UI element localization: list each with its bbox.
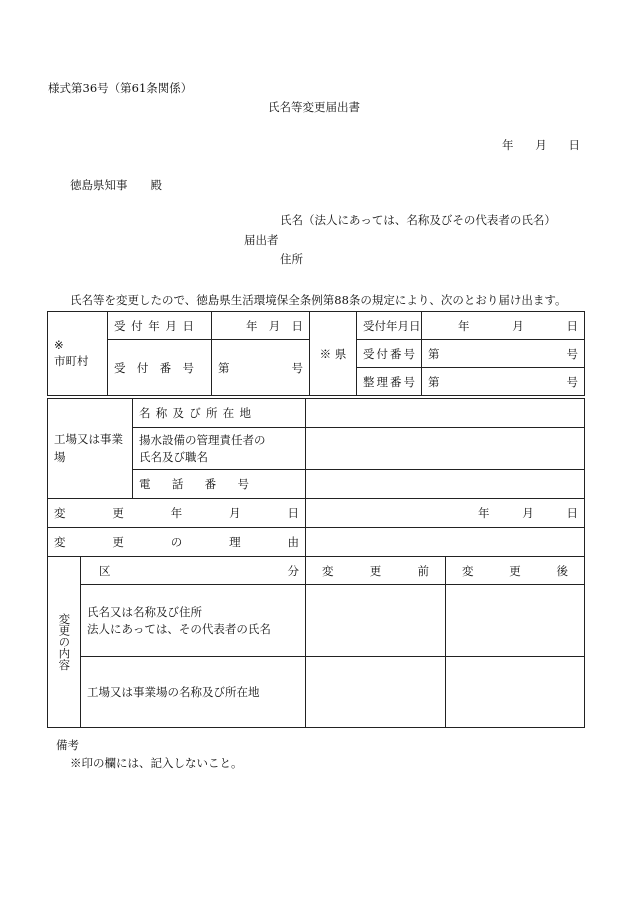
factory-name-address-value <box>306 399 585 428</box>
factory-manager-text: 揚水設備の管理責任者の氏名及び職名 <box>139 432 266 464</box>
change-content-header-after-text: 変 更 後 <box>462 563 568 578</box>
pref-control-suffix: 号 <box>566 374 578 389</box>
city-date-day: 日 <box>291 318 303 333</box>
pref-received-date-label <box>357 312 422 340</box>
date-line <box>502 137 580 153</box>
city-received-no-text: 受 付 番 号 <box>114 360 194 375</box>
addressee: 徳島県知事 殿 <box>70 178 162 192</box>
pref-label: ※ 県 <box>319 346 347 361</box>
factory-phone-value <box>306 470 585 499</box>
pref-received-date-value <box>422 312 585 340</box>
date-month: 月 <box>535 138 547 152</box>
applicant-role-label: 届出者 <box>244 233 279 247</box>
pref-received-no-value <box>422 340 585 368</box>
pref-date-month: 月 <box>512 318 524 333</box>
city-no-suffix: 号 <box>291 360 303 375</box>
city-received-no-label <box>108 340 212 396</box>
change-row-name-after <box>446 585 585 657</box>
statement: 氏名等を変更したので、徳島県生活環境保全条例第88条の規定により、次のとおり届け出ます。 <box>70 293 567 307</box>
change-reason-label-cell <box>48 528 306 557</box>
city-no-prefix: 第 <box>218 360 230 375</box>
city-received-date-label <box>108 312 212 340</box>
applicant-name-label: 氏名（法人にあっては、名称及びその代表者の氏名） <box>280 213 556 227</box>
applicant-address-label: 住所 <box>280 252 303 266</box>
change-reason-value <box>306 528 585 557</box>
factory-phone-text: 電 話 番 号 <box>139 477 249 491</box>
factory-phone-label <box>133 470 306 499</box>
change-row-name-line1: 氏名又は名称及び住所 <box>87 604 202 619</box>
change-content-header-category <box>81 557 306 585</box>
change-row-name-line2: 法人にあっては、その代表者の氏名 <box>87 621 271 636</box>
change-date-label-cell <box>48 499 306 528</box>
city-received-date-text: 受 付 年 月 日 <box>114 318 194 333</box>
factory-manager-label <box>133 428 306 470</box>
city-date-year: 年 <box>246 318 258 333</box>
pref-cell <box>310 312 357 396</box>
city-date-month: 月 <box>268 318 281 333</box>
pref-received-no-text: 受 付 番 号 <box>363 346 415 361</box>
pref-no-suffix: 号 <box>566 346 578 361</box>
change-content-header-category-text: 区 分 <box>99 563 299 578</box>
pref-received-date-text: 受 付 年 月 日 <box>363 318 421 333</box>
pref-control-no-value <box>422 368 585 396</box>
change-content-header-after <box>446 557 585 585</box>
change-date-label: 変 更 年 月 日 <box>54 506 299 520</box>
factory-name-address-label <box>133 399 306 428</box>
change-date-day: 日 <box>566 506 578 520</box>
office-use-table <box>47 311 585 396</box>
pref-date-day: 日 <box>566 318 578 333</box>
pref-date-year: 年 <box>458 318 470 333</box>
remarks-title: 備考 <box>56 738 79 752</box>
city-mark: ※ <box>54 337 64 352</box>
factory-group-label: 工場又は事業場 <box>54 432 123 464</box>
remarks-note: ※印の欄には、記入しないこと。 <box>70 756 243 770</box>
date-day: 日 <box>568 138 580 152</box>
city-cell <box>48 312 108 396</box>
change-row-factory-text: 工場又は事業場の名称及び所在地 <box>87 685 260 699</box>
pref-no-prefix: 第 <box>428 346 440 361</box>
change-content-group-cell <box>48 557 81 728</box>
pref-control-no-text: 整 理 番 号 <box>363 374 415 389</box>
city-received-date-value <box>212 312 310 340</box>
change-row-name <box>81 585 306 657</box>
pref-received-no-label <box>357 340 422 368</box>
main-table <box>47 398 585 728</box>
factory-name-address-text: 名 称 及 び 所 在 地 <box>139 406 251 420</box>
change-reason-label: 変 更 の 理 由 <box>54 535 299 549</box>
factory-manager-value <box>306 428 585 470</box>
city-received-no-value <box>212 340 310 396</box>
change-content-header-before <box>306 557 446 585</box>
change-content-group-label: 変更の内容 <box>57 613 72 671</box>
pref-control-prefix: 第 <box>428 374 440 389</box>
page-title: 氏名等変更届出書 <box>268 100 360 114</box>
change-row-factory <box>81 657 306 728</box>
change-content-header-before-text: 変 更 前 <box>322 563 429 578</box>
city-label: 市町村 <box>54 353 89 368</box>
pref-control-no-label <box>357 368 422 396</box>
change-date-year: 年 <box>478 506 490 520</box>
change-row-factory-after <box>446 657 585 728</box>
form-number: 様式第36号（第61条関係） <box>48 81 193 95</box>
change-row-name-before <box>306 585 446 657</box>
factory-group-cell <box>48 399 133 499</box>
change-date-month: 月 <box>522 506 534 520</box>
change-date-value <box>306 499 585 528</box>
change-row-factory-before <box>306 657 446 728</box>
date-year: 年 <box>502 138 514 152</box>
